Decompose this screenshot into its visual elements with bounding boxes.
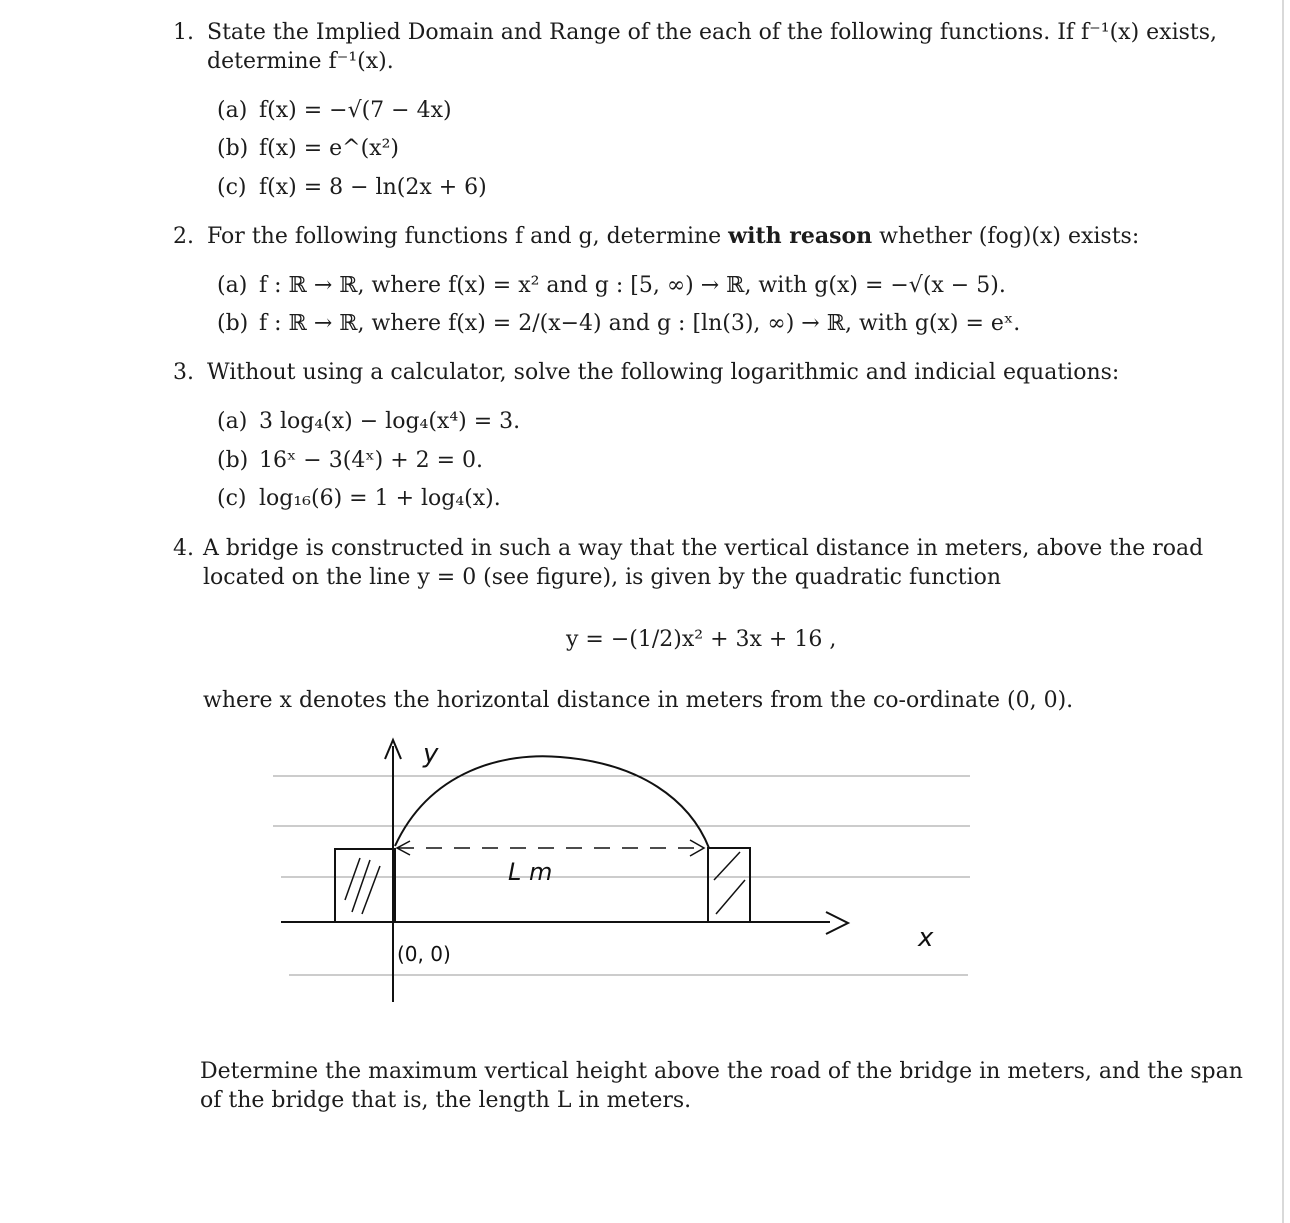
q4-line2: located on the line y = 0 (see figure), is given by the quadratic function [203, 565, 1002, 590]
q2-line1-bold: with reason [728, 223, 873, 249]
q1-part-c-label: (c) [217, 175, 247, 200]
q4-line1: A bridge is constructed in such a way that the vertical distance in meters, above the road [203, 536, 1204, 561]
q3-part-c-expr: log₁₆(6) = 1 + log₄(x). [259, 486, 501, 511]
q2-part-b-label: (b) [217, 311, 249, 336]
right-pillar [708, 848, 750, 922]
ruled-lines [273, 776, 970, 975]
q1-part-c-expr: f(x) = 8 − ln(2x + 6) [259, 175, 487, 200]
q2-part-a-expr: f : ℝ → ℝ, where f(x) = x² and g : [5, ∞) → ℝ, with g(x) = −√(x − 5). [259, 273, 1006, 298]
bridge-arch [395, 756, 709, 848]
q2-part-a-label: (a) [217, 273, 248, 298]
hatch-line [716, 880, 745, 914]
q2-line1-pre: For the following functions f and g, determine [207, 224, 729, 249]
span-label: L m [508, 858, 553, 886]
q4-closing1: Determine the maximum vertical height above the road of the bridge in meters, and the span [200, 1059, 1243, 1084]
q2-number: 2. [173, 224, 194, 249]
q1-line1: State the Implied Domain and Range of the each of the following functions. If f⁻¹(x) exists, [207, 20, 1218, 45]
q1-part-b-label: (b) [217, 136, 249, 161]
q1-part-a-expr: f(x) = −√(7 − 4x) [259, 98, 452, 123]
q3-part-a-expr: 3 log₄(x) − log₄(x⁴) = 3. [259, 409, 521, 434]
q2-line1-post: whether (fog)(x) exists: [872, 224, 1140, 249]
q3-part-b-expr: 16ˣ − 3(4ˣ) + 2 = 0. [259, 448, 484, 473]
q3-part-b-label: (b) [217, 448, 249, 473]
q3-part-a-label: (a) [217, 409, 248, 434]
q1-line2: determine f⁻¹(x). [207, 49, 394, 74]
q1-number: 1. [173, 20, 194, 45]
q4-line3: where x denotes the horizontal distance in meters from the co-ordinate (0, 0). [203, 688, 1074, 713]
q3-line1: Without using a calculator, solve the following logarithmic and indicial equations: [207, 360, 1120, 385]
q4-closing2: of the bridge that is, the length L in meters. [200, 1088, 692, 1113]
q2-part-b-expr: f : ℝ → ℝ, where f(x) = 2/(x−4) and g : [ln(3), ∞) → ℝ, with g(x) = eˣ. [259, 311, 1021, 336]
q4-number: 4. [173, 536, 194, 561]
x-axis-label: x [918, 923, 934, 953]
q4-equation: y = −(1/2)x² + 3x + 16 , [566, 627, 837, 652]
q3-part-c-label: (c) [217, 486, 247, 511]
y-axis-label: y [423, 739, 439, 769]
hatch-line [714, 852, 740, 880]
q3-number: 3. [173, 360, 194, 385]
left-pillar [335, 849, 395, 922]
q1-part-a-label: (a) [217, 98, 248, 123]
hatch-line [352, 860, 370, 912]
origin-label: (0, 0) [397, 942, 451, 966]
q1-part-b-expr: f(x) = e^(x²) [259, 136, 399, 161]
